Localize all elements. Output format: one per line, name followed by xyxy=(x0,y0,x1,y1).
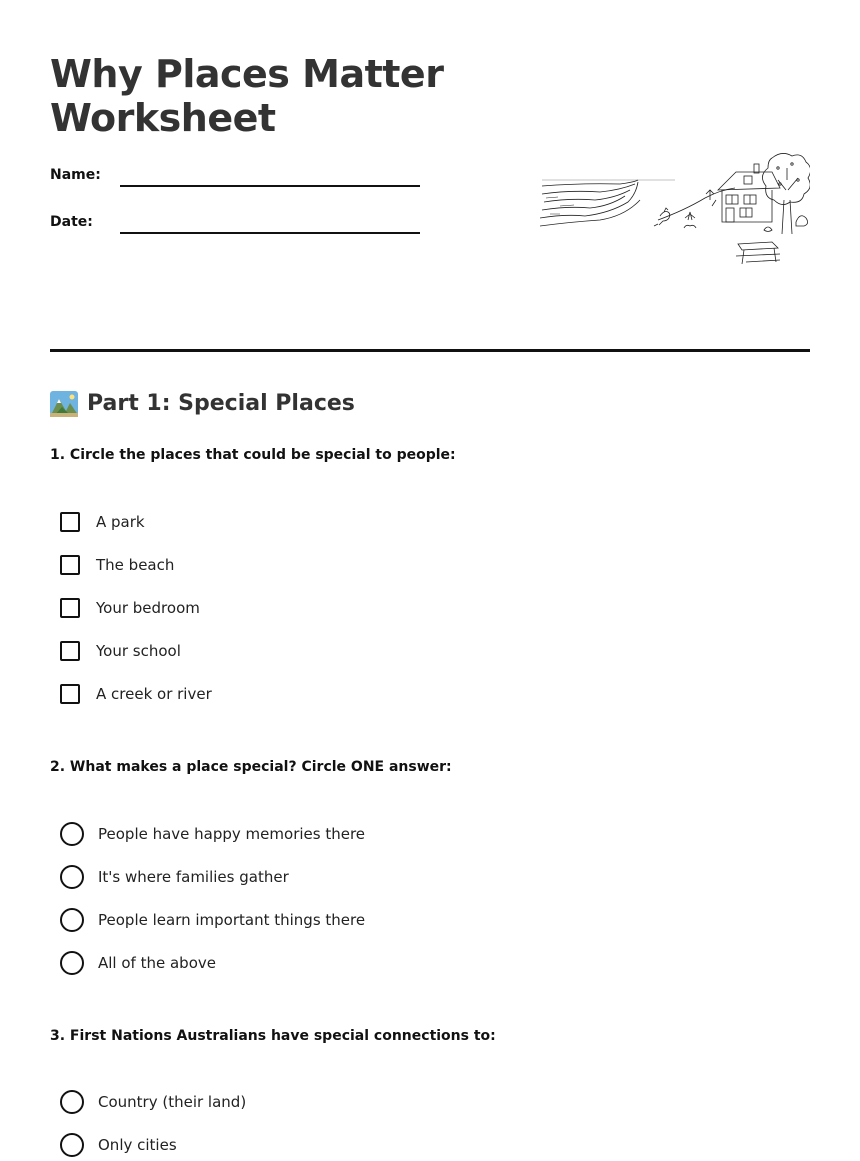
name-field[interactable] xyxy=(50,166,420,190)
q1-option-park[interactable] xyxy=(60,510,145,534)
q2-option-learn[interactable] xyxy=(60,908,365,932)
option-label: People learn important things there xyxy=(98,911,366,929)
option-label: Only cities xyxy=(98,1136,177,1154)
q1-option-creek[interactable] xyxy=(60,682,212,706)
part1-heading-text: Part 1: Special Places xyxy=(87,391,355,416)
radio-button[interactable] xyxy=(60,908,84,932)
section-divider xyxy=(50,349,810,352)
q3-option-cities[interactable] xyxy=(60,1133,177,1157)
checkbox[interactable] xyxy=(60,598,80,618)
date-label: Date: xyxy=(50,214,93,230)
date-line[interactable] xyxy=(120,232,420,234)
question-2: 2. What makes a place special? Circle ONE answer: xyxy=(50,759,452,775)
checkbox[interactable] xyxy=(60,684,80,704)
option-label: People have happy memories there xyxy=(98,825,366,843)
q1-option-school[interactable] xyxy=(60,639,181,663)
q2-option-memories[interactable] xyxy=(60,822,365,846)
radio-button[interactable] xyxy=(60,1133,84,1157)
option-label: It's where families gather xyxy=(98,868,289,886)
option-label: Your school xyxy=(96,642,181,660)
checkbox[interactable] xyxy=(60,512,80,532)
name-line[interactable] xyxy=(120,185,420,187)
option-label: Your bedroom xyxy=(96,599,200,617)
radio-button[interactable] xyxy=(60,951,84,975)
option-label: Country (their land) xyxy=(98,1093,247,1111)
name-label: Name: xyxy=(50,167,101,183)
page-title: Why Places Matter Worksheet xyxy=(50,52,444,140)
mountain-landscape-icon xyxy=(50,391,78,417)
worksheet-page xyxy=(50,0,810,1161)
part1-heading xyxy=(50,389,355,419)
checkbox[interactable] xyxy=(60,555,80,575)
radio-button[interactable] xyxy=(60,1090,84,1114)
checkbox[interactable] xyxy=(60,641,80,661)
q1-option-bedroom[interactable] xyxy=(60,596,200,620)
beach-house-illustration xyxy=(540,150,810,272)
option-label: A park xyxy=(96,513,145,531)
question-3: 3. First Nations Australians have special connections to: xyxy=(50,1028,496,1044)
radio-button[interactable] xyxy=(60,865,84,889)
q2-option-all[interactable] xyxy=(60,951,216,975)
q1-option-beach[interactable] xyxy=(60,553,174,577)
option-label: All of the above xyxy=(98,954,216,972)
option-label: The beach xyxy=(96,556,175,574)
date-field[interactable] xyxy=(50,213,420,237)
q3-option-country[interactable] xyxy=(60,1090,246,1114)
option-label: A creek or river xyxy=(96,685,212,703)
question-1: 1. Circle the places that could be special to people: xyxy=(50,447,456,463)
radio-button[interactable] xyxy=(60,822,84,846)
q2-option-families[interactable] xyxy=(60,865,289,889)
